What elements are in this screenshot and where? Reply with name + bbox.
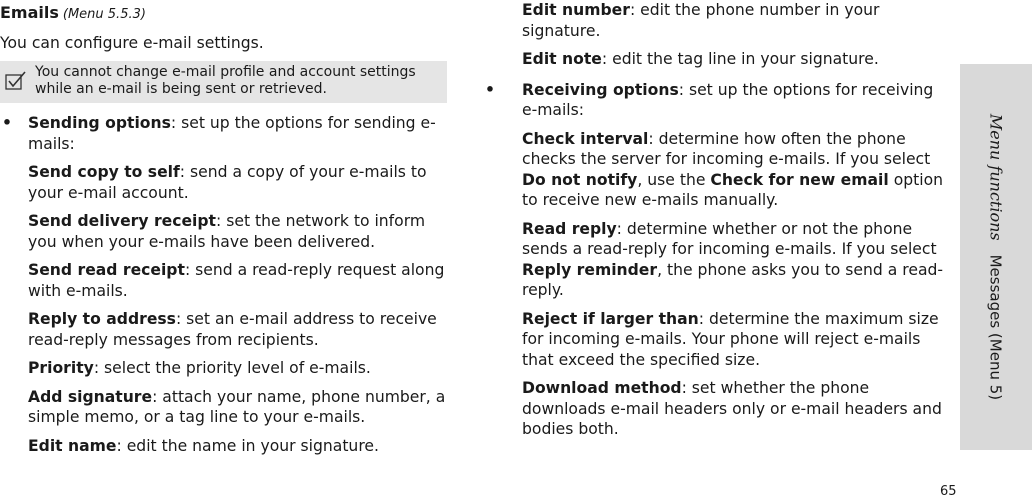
sending-options-desc: : set up the options for sending e-mails: bbox=[28, 114, 436, 153]
page-number: 65 bbox=[940, 484, 957, 499]
section-title bbox=[0, 3, 452, 26]
option-desc: : send a read-reply request along with e-mails. bbox=[28, 261, 445, 300]
option-read-receipt bbox=[0, 260, 452, 301]
option-term: Add signature bbox=[28, 387, 153, 406]
option-value: Reply reminder bbox=[522, 260, 658, 279]
sending-options-label: Sending options bbox=[28, 114, 171, 132]
sending-options-bullet bbox=[0, 113, 452, 154]
option-desc: : edit the tag line in your signature. bbox=[601, 50, 879, 68]
option-term: Read reply bbox=[522, 219, 617, 238]
option-reply-address bbox=[0, 309, 452, 350]
option-term: Download method bbox=[522, 379, 682, 397]
option-priority bbox=[0, 358, 452, 379]
option-check-interval bbox=[505, 129, 945, 211]
option-term: Check interval bbox=[522, 129, 649, 148]
option-term: Reply to address bbox=[28, 310, 176, 328]
option-desc: : determine how often the phone checks the server for incoming e-mails. If you select bbox=[522, 129, 931, 168]
option-delivery-receipt bbox=[0, 211, 452, 252]
option-desc: : set whether the phone downloads e-mail headers only or e-mail headers and bodies both. bbox=[522, 379, 942, 438]
option-desc: : attach your name, phone number, a simple memo, or a tag line to your e-mails. bbox=[28, 387, 446, 426]
option-send-copy bbox=[0, 162, 452, 203]
option-desc: : set the network to inform you when your e-mails have been delivered. bbox=[28, 212, 426, 251]
intro-text: You can configure e-mail settings. bbox=[0, 33, 264, 52]
option-term: Priority bbox=[28, 359, 94, 377]
chapter-tab-label bbox=[987, 114, 1006, 400]
option-term: Edit number bbox=[522, 1, 630, 19]
receiving-options-label: Receiving options bbox=[522, 80, 679, 99]
option-edit-name bbox=[0, 436, 452, 457]
option-desc: : determine the maximum size for incoming e-mails. Your phone will reject e-mails that exceed the specified size. bbox=[522, 309, 939, 369]
option-reject-larger bbox=[505, 309, 945, 371]
option-desc: : edit the phone number in your signature. bbox=[522, 1, 880, 40]
subsection-name: Messages (Menu 5) bbox=[986, 254, 1005, 401]
option-desc: , the phone asks you to send a read-reply. bbox=[522, 260, 944, 299]
option-term: Send read receipt bbox=[28, 261, 185, 279]
option-edit-number bbox=[505, 0, 945, 41]
option-read-reply bbox=[505, 219, 945, 301]
option-desc: , use the bbox=[637, 170, 711, 189]
option-desc: : select the priority level of e-mails. bbox=[93, 359, 371, 377]
note-text: You cannot change e-mail profile and account settings while an e-mail is being sent or retrieved. bbox=[35, 64, 416, 97]
option-download-method bbox=[505, 378, 945, 440]
option-term: Edit name bbox=[28, 436, 117, 455]
menu-reference: (Menu 5.5.3) bbox=[62, 7, 146, 22]
option-add-signature bbox=[0, 387, 452, 428]
receiving-options-desc: : set up the options for receiving e-mails: bbox=[522, 80, 934, 119]
bullet-icon: • bbox=[485, 80, 495, 99]
option-term: Reject if larger than bbox=[522, 309, 699, 328]
option-term: Send delivery receipt bbox=[28, 212, 217, 230]
option-desc: : determine whether or not the phone sends a read-reply for incoming e-mails. If you select bbox=[522, 219, 937, 258]
option-value: Do not notify bbox=[522, 170, 638, 189]
section-name: Menu functions bbox=[986, 113, 1006, 241]
checkbox-note-icon bbox=[5, 71, 27, 96]
receiving-options-bullet bbox=[485, 80, 945, 121]
option-desc: : edit the name in your signature. bbox=[116, 436, 379, 455]
option-term: Edit note bbox=[522, 50, 602, 68]
note-box bbox=[0, 61, 447, 103]
option-value: Check for new email bbox=[710, 170, 889, 189]
left-column bbox=[0, 0, 452, 456]
bullet-icon: • bbox=[2, 114, 12, 132]
right-column bbox=[485, 0, 945, 440]
option-desc: : set an e-mail address to receive read-reply messages from recipients. bbox=[28, 310, 437, 349]
option-term: Send copy to self bbox=[28, 163, 180, 181]
option-desc: option to receive new e-mails manually. bbox=[522, 170, 944, 209]
option-edit-note bbox=[505, 49, 945, 70]
chapter-tab bbox=[960, 64, 1032, 450]
option-desc: : send a copy of your e-mails to your e-mail account. bbox=[28, 163, 427, 202]
section-title-text: Emails bbox=[0, 3, 59, 22]
